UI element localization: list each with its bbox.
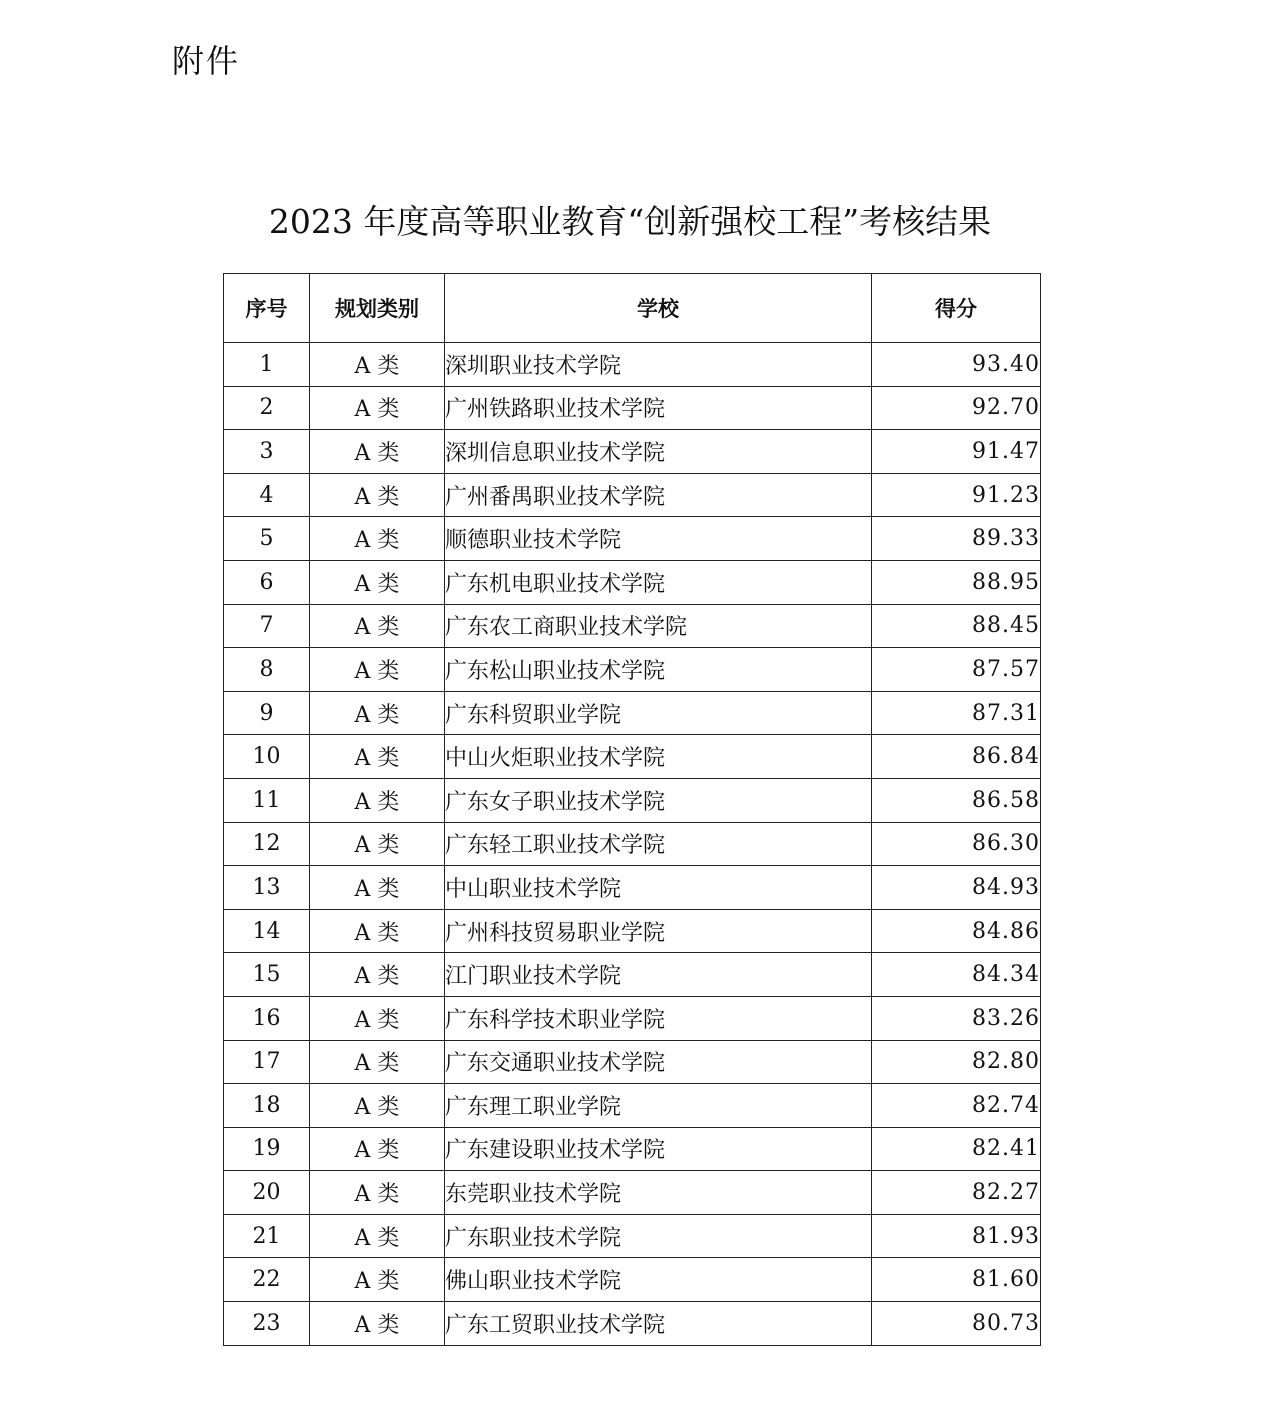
row-school: 广东轻工职业技术学院 (445, 822, 872, 866)
row-category: A 类 (310, 473, 445, 517)
row-school: 广东理工职业学院 (445, 1084, 872, 1128)
row-school: 广州番禺职业技术学院 (445, 473, 872, 517)
row-score: 82.74 (872, 1084, 1041, 1128)
row-score: 91.23 (872, 473, 1041, 517)
row-category: A 类 (310, 1171, 445, 1215)
row-index: 18 (224, 1084, 310, 1128)
row-index: 16 (224, 996, 310, 1040)
attachment-label: 附件 (172, 42, 241, 80)
table-row (224, 909, 1041, 953)
table-row (224, 386, 1041, 430)
table-row (224, 517, 1041, 561)
row-category: A 类 (310, 604, 445, 648)
row-score: 82.80 (872, 1040, 1041, 1084)
row-category: A 类 (310, 953, 445, 997)
table-row (224, 1302, 1041, 1346)
row-school: 广州铁路职业技术学院 (445, 386, 872, 430)
results-table (223, 273, 1041, 1346)
table-row (224, 560, 1041, 604)
row-score: 81.60 (872, 1258, 1041, 1302)
row-school: 广东科学技术职业学院 (445, 996, 872, 1040)
row-school: 广东工贸职业技术学院 (445, 1302, 872, 1346)
row-school: 深圳信息职业技术学院 (445, 430, 872, 474)
row-school: 顺德职业技术学院 (445, 517, 872, 561)
row-index: 11 (224, 778, 310, 822)
row-category: A 类 (310, 1302, 445, 1346)
row-score: 86.30 (872, 822, 1041, 866)
row-category: A 类 (310, 386, 445, 430)
row-score: 83.26 (872, 996, 1041, 1040)
row-index: 1 (224, 343, 310, 387)
row-score: 88.45 (872, 604, 1041, 648)
row-school: 广东机电职业技术学院 (445, 560, 872, 604)
row-category: A 类 (310, 517, 445, 561)
row-index: 19 (224, 1127, 310, 1171)
row-school: 江门职业技术学院 (445, 953, 872, 997)
row-category: A 类 (310, 648, 445, 692)
row-index: 9 (224, 691, 310, 735)
table-row (224, 1084, 1041, 1128)
table-row (224, 1214, 1041, 1258)
row-school: 广东松山职业技术学院 (445, 648, 872, 692)
table-row (224, 735, 1041, 779)
row-category: A 类 (310, 996, 445, 1040)
row-score: 84.86 (872, 909, 1041, 953)
row-index: 17 (224, 1040, 310, 1084)
row-index: 6 (224, 560, 310, 604)
table-row (224, 953, 1041, 997)
document-title: 2023 年度高等职业教育“创新强校工程”考核结果 (268, 202, 992, 241)
row-score: 89.33 (872, 517, 1041, 561)
table-row (224, 691, 1041, 735)
table-header-row (224, 274, 1041, 343)
table-row (224, 604, 1041, 648)
row-score: 87.31 (872, 691, 1041, 735)
row-index: 12 (224, 822, 310, 866)
row-index: 15 (224, 953, 310, 997)
table-row (224, 1171, 1041, 1215)
row-index: 2 (224, 386, 310, 430)
row-school: 中山职业技术学院 (445, 866, 872, 910)
header-score: 得分 (872, 274, 1041, 343)
row-score: 82.27 (872, 1171, 1041, 1215)
table-row (224, 778, 1041, 822)
row-category: A 类 (310, 1040, 445, 1084)
row-score: 80.73 (872, 1302, 1041, 1346)
table-row (224, 1040, 1041, 1084)
row-index: 5 (224, 517, 310, 561)
row-school: 广东交通职业技术学院 (445, 1040, 872, 1084)
row-category: A 类 (310, 909, 445, 953)
row-category: A 类 (310, 560, 445, 604)
row-school: 广东建设职业技术学院 (445, 1127, 872, 1171)
row-score: 86.58 (872, 778, 1041, 822)
row-category: A 类 (310, 866, 445, 910)
row-category: A 类 (310, 343, 445, 387)
row-score: 88.95 (872, 560, 1041, 604)
table-row (224, 1127, 1041, 1171)
header-school: 学校 (445, 274, 872, 343)
row-category: A 类 (310, 778, 445, 822)
row-school: 东莞职业技术学院 (445, 1171, 872, 1215)
row-index: 20 (224, 1171, 310, 1215)
table-row (224, 430, 1041, 474)
row-score: 82.41 (872, 1127, 1041, 1171)
row-score: 84.34 (872, 953, 1041, 997)
row-index: 23 (224, 1302, 310, 1346)
row-school: 广东农工商职业技术学院 (445, 604, 872, 648)
table-row (224, 1258, 1041, 1302)
row-index: 22 (224, 1258, 310, 1302)
row-score: 87.57 (872, 648, 1041, 692)
row-category: A 类 (310, 822, 445, 866)
row-score: 81.93 (872, 1214, 1041, 1258)
row-category: A 类 (310, 430, 445, 474)
row-score: 93.40 (872, 343, 1041, 387)
row-school: 广东职业技术学院 (445, 1214, 872, 1258)
row-score: 84.93 (872, 866, 1041, 910)
row-category: A 类 (310, 691, 445, 735)
row-index: 13 (224, 866, 310, 910)
row-school: 中山火炬职业技术学院 (445, 735, 872, 779)
row-index: 8 (224, 648, 310, 692)
row-index: 3 (224, 430, 310, 474)
table-body (224, 343, 1041, 1346)
row-school: 深圳职业技术学院 (445, 343, 872, 387)
table-row (224, 866, 1041, 910)
row-index: 4 (224, 473, 310, 517)
table-row (224, 822, 1041, 866)
row-index: 7 (224, 604, 310, 648)
table-row (224, 996, 1041, 1040)
row-index: 21 (224, 1214, 310, 1258)
table-row (224, 343, 1041, 387)
row-category: A 类 (310, 1084, 445, 1128)
row-index: 10 (224, 735, 310, 779)
table-row (224, 473, 1041, 517)
row-category: A 类 (310, 1127, 445, 1171)
header-index: 序号 (224, 274, 310, 343)
row-index: 14 (224, 909, 310, 953)
row-score: 91.47 (872, 430, 1041, 474)
row-category: A 类 (310, 1214, 445, 1258)
row-school: 广东科贸职业学院 (445, 691, 872, 735)
header-category: 规划类别 (310, 274, 445, 343)
row-category: A 类 (310, 1258, 445, 1302)
row-school: 广州科技贸易职业学院 (445, 909, 872, 953)
row-score: 86.84 (872, 735, 1041, 779)
row-score: 92.70 (872, 386, 1041, 430)
row-category: A 类 (310, 735, 445, 779)
table-row (224, 648, 1041, 692)
row-school: 佛山职业技术学院 (445, 1258, 872, 1302)
row-school: 广东女子职业技术学院 (445, 778, 872, 822)
